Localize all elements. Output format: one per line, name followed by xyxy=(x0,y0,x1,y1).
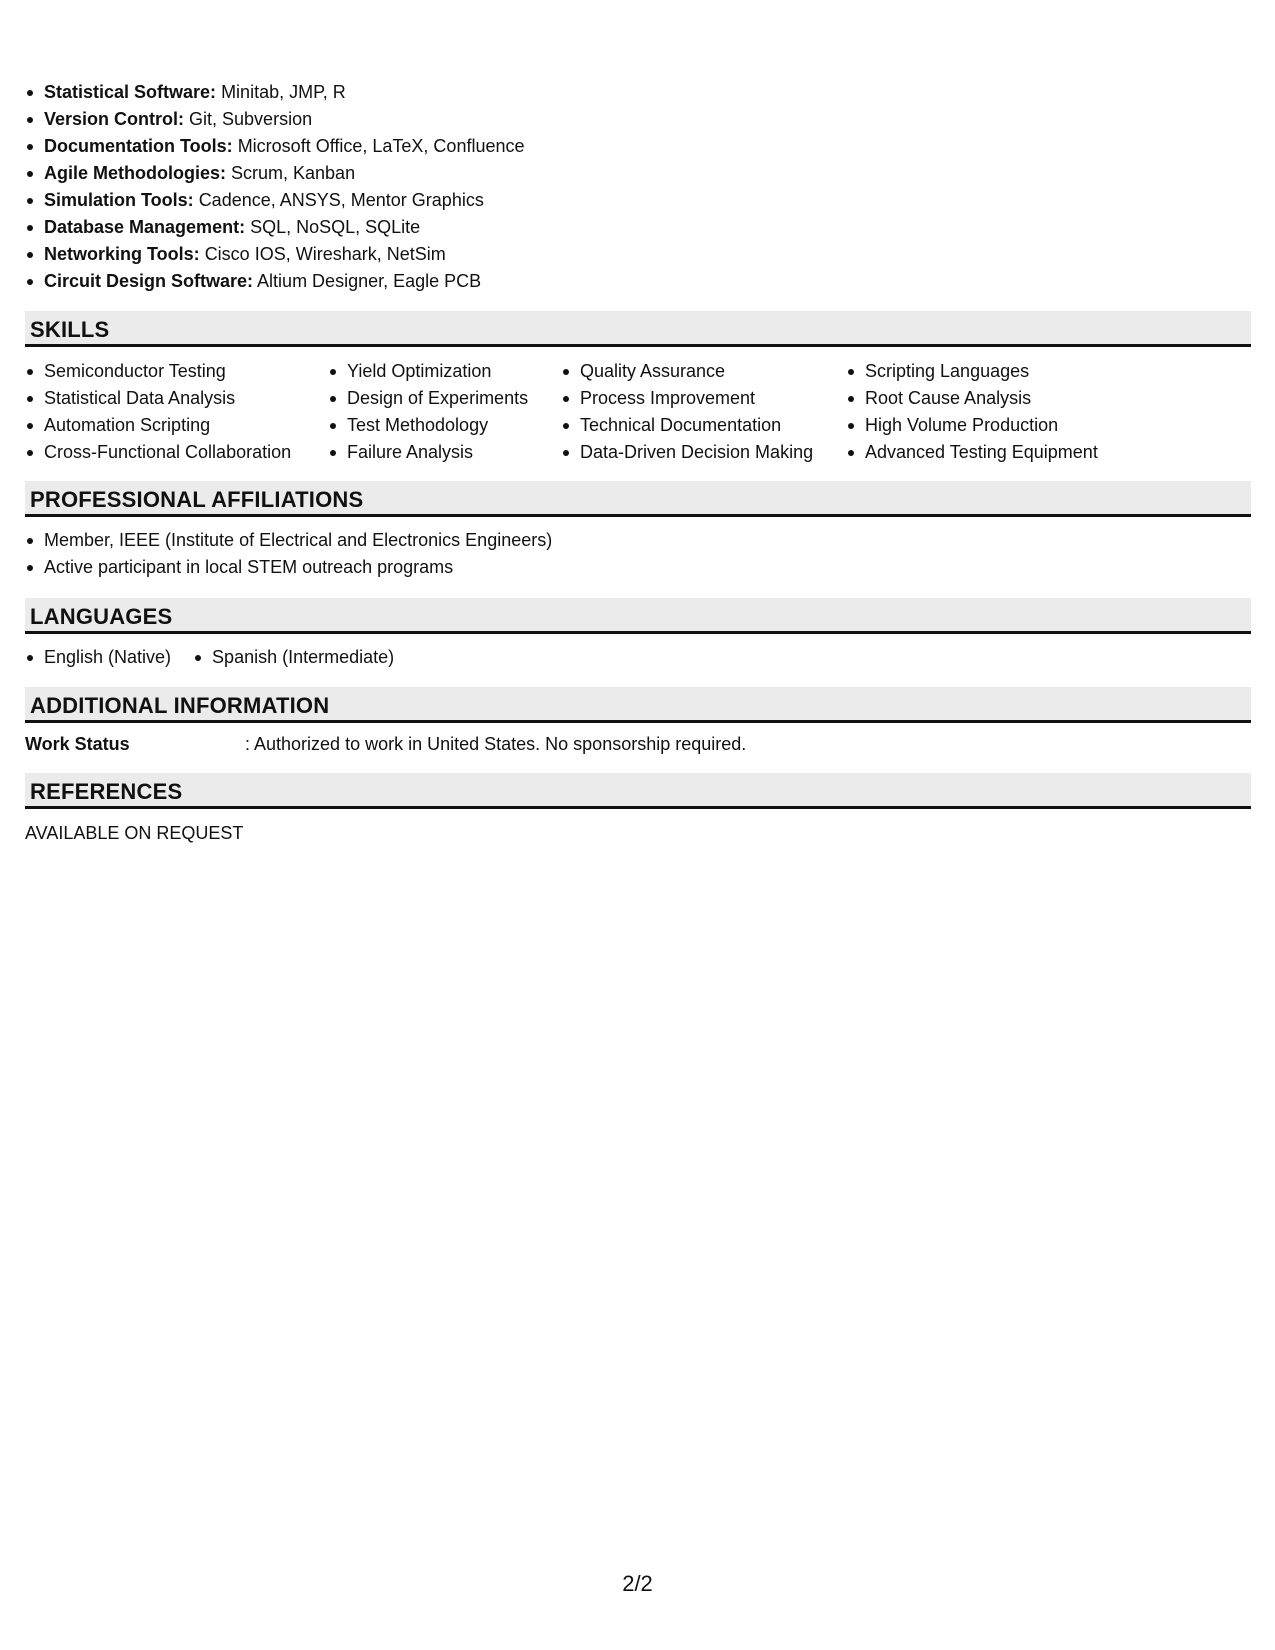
section-title: LANGUAGES xyxy=(30,604,173,629)
languages-section-header xyxy=(25,598,1251,634)
list-item: Scripting Languages xyxy=(846,358,1098,385)
skills-column-3 xyxy=(561,358,813,466)
tool-category-label: Simulation Tools: xyxy=(44,190,194,210)
tool-category-value: Altium Designer, Eagle PCB xyxy=(257,271,482,291)
list-item: Design of Experiments xyxy=(328,385,528,412)
tool-category-value: Minitab, JMP, R xyxy=(221,82,346,102)
list-item xyxy=(25,187,525,214)
tool-category-value: Git, Subversion xyxy=(189,109,313,129)
skills-column-2 xyxy=(328,358,528,466)
list-item: Cross-Functional Collaboration xyxy=(25,439,291,466)
tool-category-label: Database Management: xyxy=(44,217,246,237)
list-item: Yield Optimization xyxy=(328,358,528,385)
list-item: Process Improvement xyxy=(561,385,813,412)
tool-category-label: Networking Tools: xyxy=(44,244,200,264)
skills-grid xyxy=(25,358,1251,470)
list-item: Failure Analysis xyxy=(328,439,528,466)
skills-section-header xyxy=(25,311,1251,347)
tool-category-value: Microsoft Office, LaTeX, Confluence xyxy=(237,136,525,156)
work-status-value: : Authorized to work in United States. No sponsorship required. xyxy=(245,734,747,754)
list-item xyxy=(25,160,525,187)
list-item xyxy=(25,268,525,295)
list-item: High Volume Production xyxy=(846,412,1098,439)
additional-info-section-header xyxy=(25,687,1251,723)
section-title: REFERENCES xyxy=(30,779,183,804)
section-title: PROFESSIONAL AFFILIATIONS xyxy=(30,487,364,512)
affiliations-section-header xyxy=(25,481,1251,517)
work-status-row xyxy=(25,731,746,758)
list-item: Automation Scripting xyxy=(25,412,291,439)
list-item: English (Native) xyxy=(25,644,171,671)
list-item xyxy=(25,133,525,160)
references-text: AVAILABLE ON REQUEST xyxy=(25,823,244,843)
technical-tools-list xyxy=(25,79,525,295)
skills-column-4 xyxy=(846,358,1098,466)
tool-category-value: Cisco IOS, Wireshark, NetSim xyxy=(204,244,446,264)
tool-category-value: SQL, NoSQL, SQLite xyxy=(250,217,421,237)
skills-column-1 xyxy=(25,358,291,466)
section-title: SKILLS xyxy=(30,317,110,342)
list-item: Quality Assurance xyxy=(561,358,813,385)
work-status-label: Work Status xyxy=(25,734,130,754)
tool-category-label: Agile Methodologies: xyxy=(44,163,226,183)
tool-category-value: Scrum, Kanban xyxy=(231,163,356,183)
list-item: Semiconductor Testing xyxy=(25,358,291,385)
list-item xyxy=(25,214,525,241)
references-section-header xyxy=(25,773,1251,809)
list-item: Technical Documentation xyxy=(561,412,813,439)
list-item: Advanced Testing Equipment xyxy=(846,439,1098,466)
list-item: Member, IEEE (Institute of Electrical and Electronics Engineers) xyxy=(25,527,552,554)
page-number: 2/2 xyxy=(622,1571,653,1596)
list-item xyxy=(25,79,525,106)
languages-list xyxy=(25,644,416,671)
tool-category-label: Documentation Tools: xyxy=(44,136,233,156)
tool-category-label: Version Control: xyxy=(44,109,185,129)
list-item: Data-Driven Decision Making xyxy=(561,439,813,466)
affiliations-list xyxy=(25,527,552,581)
tool-category-label: Circuit Design Software: xyxy=(44,271,254,291)
list-item: Active participant in local STEM outreach programs xyxy=(25,554,552,581)
list-item xyxy=(25,106,525,133)
list-item: Test Methodology xyxy=(328,412,528,439)
list-item: Root Cause Analysis xyxy=(846,385,1098,412)
tool-category-value: Cadence, ANSYS, Mentor Graphics xyxy=(198,190,484,210)
list-item: Spanish (Intermediate) xyxy=(193,644,394,671)
list-item xyxy=(25,241,525,268)
list-item: Statistical Data Analysis xyxy=(25,385,291,412)
section-title: ADDITIONAL INFORMATION xyxy=(30,693,330,718)
tool-category-label: Statistical Software: xyxy=(44,82,217,102)
